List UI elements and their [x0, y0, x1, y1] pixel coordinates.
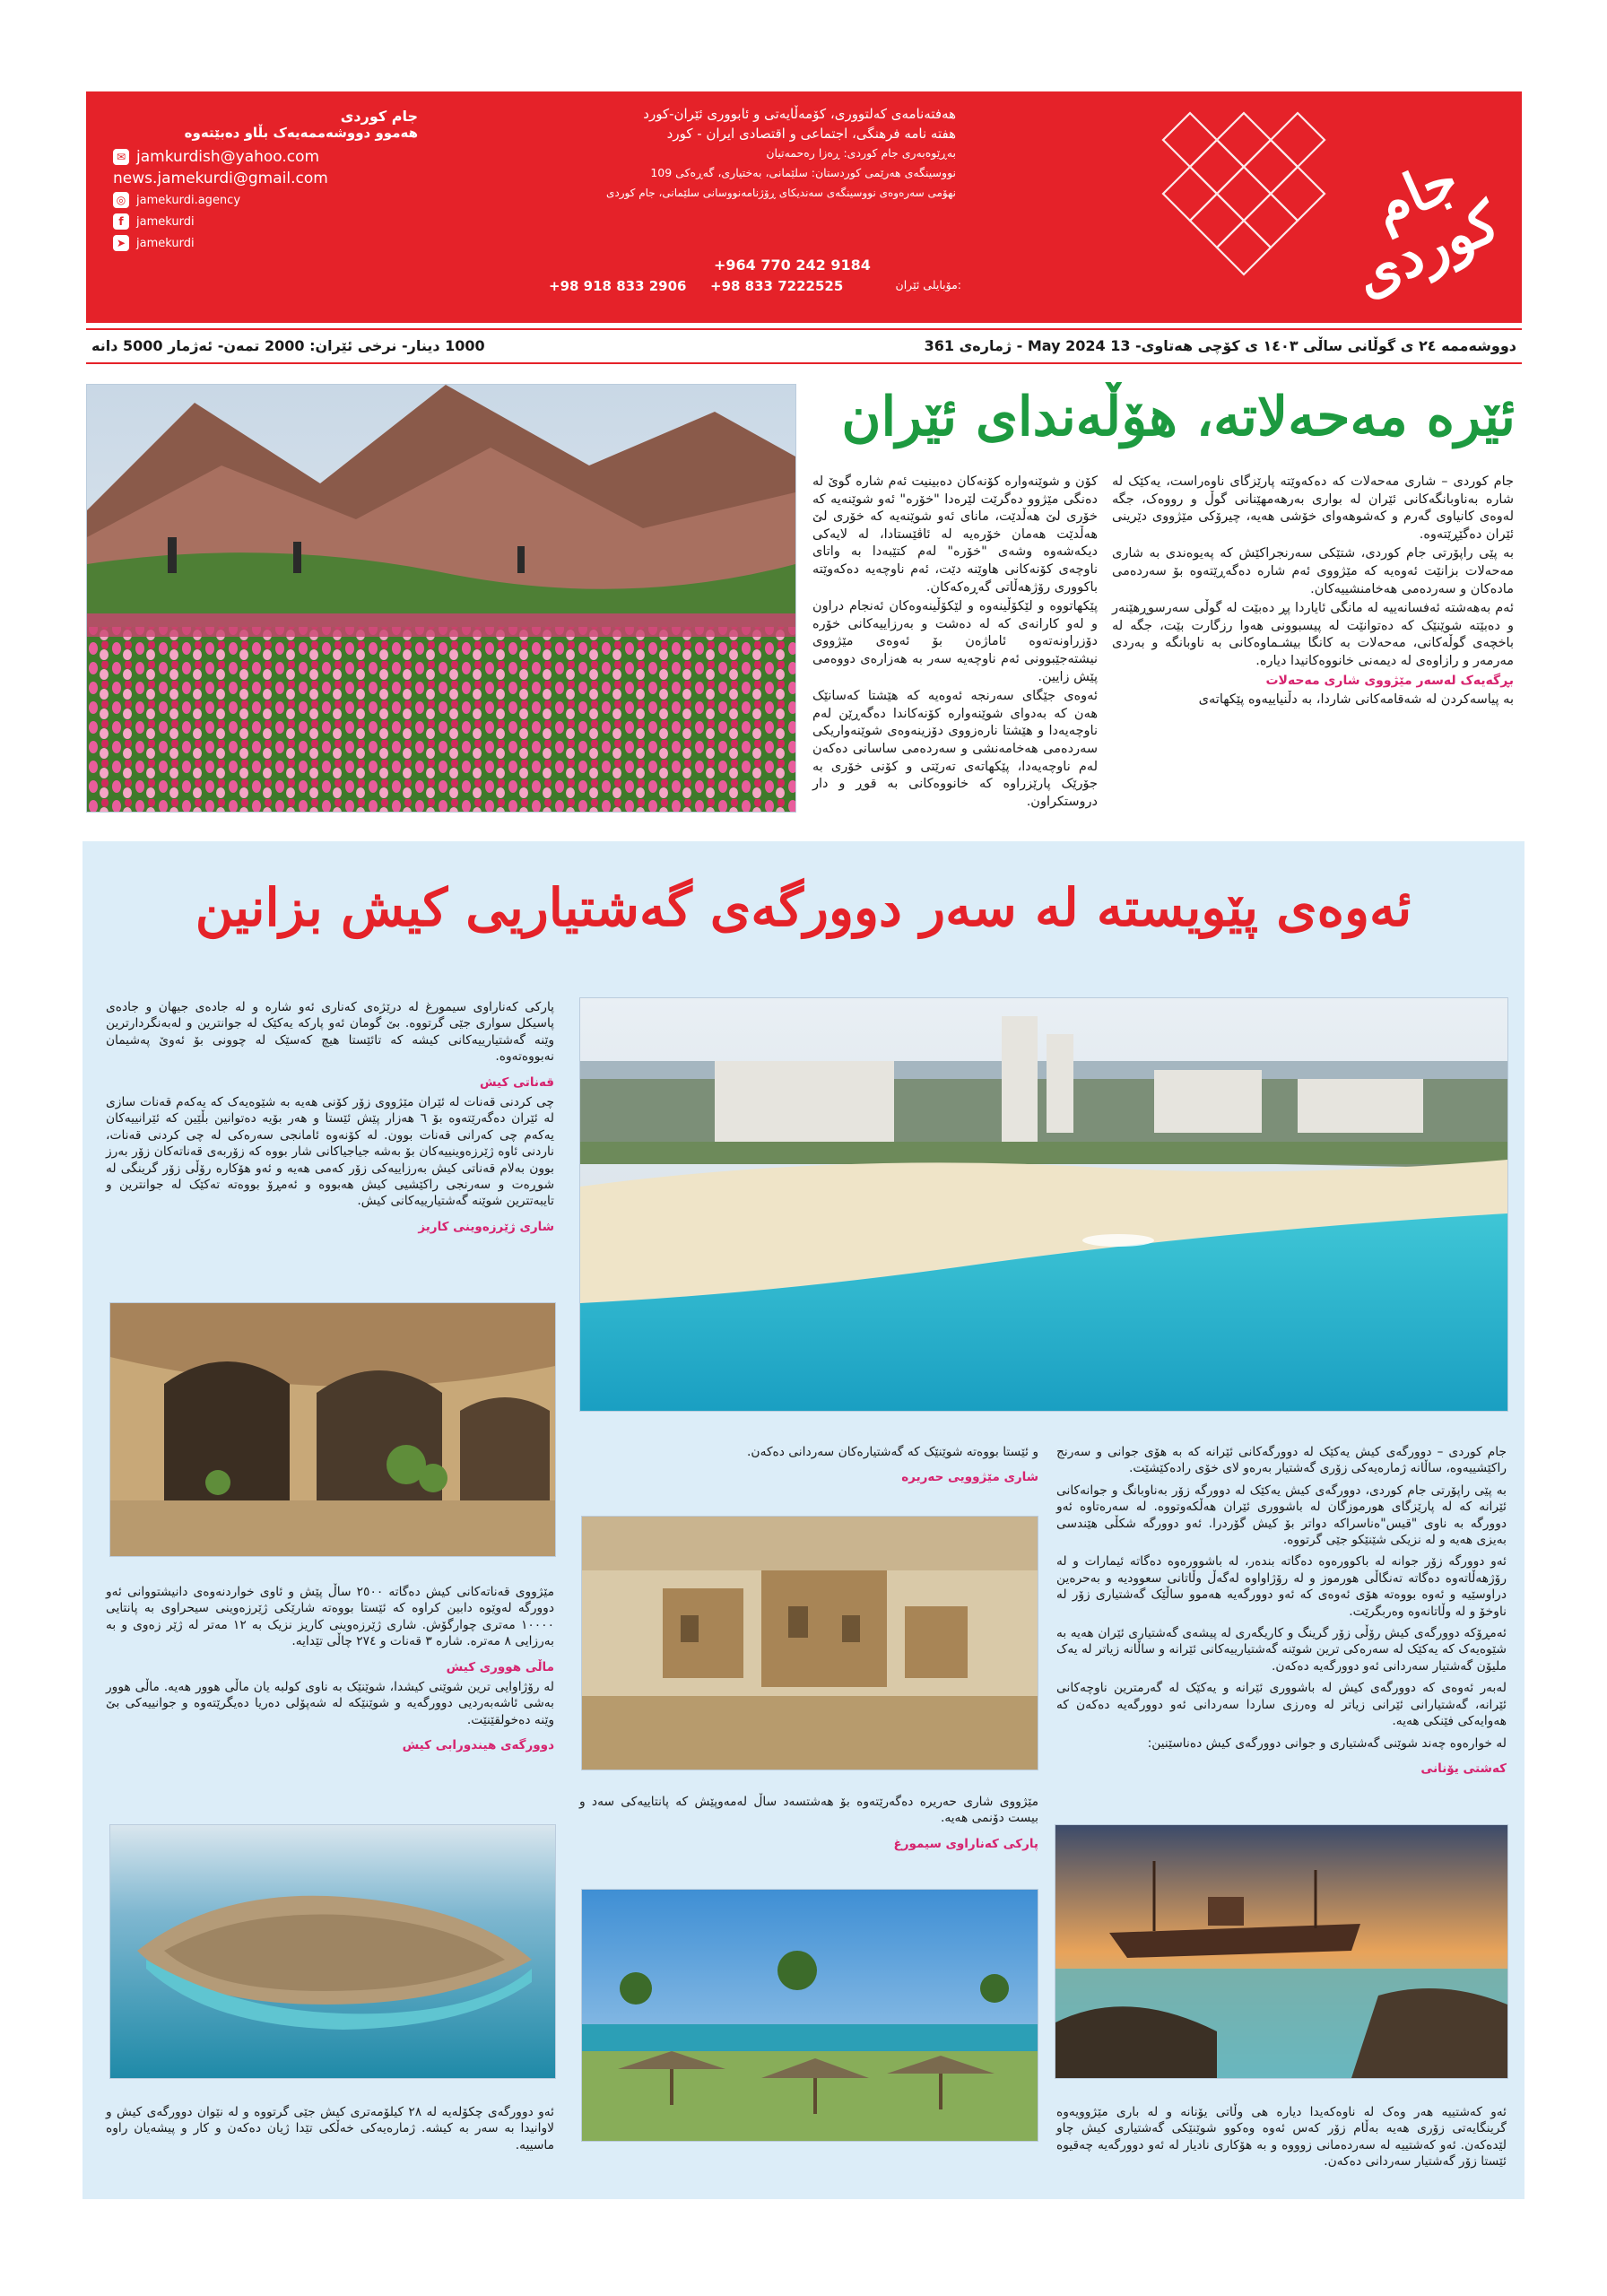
article1-paragraph: پێکهاتووە و لێکۆڵینەوە و لێکۆڵینەوەکان ئەنجام دراون و لەو کارانەی کە لە دەشت و بەرزاییەکانی خۆرە دۆزراونەتەوە ئاماژەن بۆ ئەوەی مێژووی نیشتەجێبوونی ئەم ناوچەیە سەر بە هەزارەی دووەمی پێش زایین.: [812, 599, 1098, 684]
article1-paragraph: بە پیاسەکردن لە شەقامەکانی شاردا، بە دڵنیاییەوە پێکهاتەی: [1198, 692, 1514, 708]
feature-paragraph: ئەو کەشتییە هەر وەک لە ناوەکەیدا دیارە هی وڵاتی یۆنانە و لە باری مێژوویەوە گرینگایەتی زۆری هەیە بەڵام زۆر کەس ئەوە وەکوو شوێنێکی گەشتیاری کیش چاو لێدەکەن. ئەو کەشتییە لە سەردەمانی زوووە و بە هۆکاری نادیار لە ئەو دوورگەیە چەقیوە ئێستا زۆر گەشتیار سەردانی دەکەن.: [1056, 2105, 1507, 2170]
article1-title: ئێرە مەحەلاتە، هۆڵەندای ئێران: [841, 386, 1516, 448]
subhead-simorgh: پارکی کەناراوی سیمورغ: [893, 1836, 1038, 1851]
feature-col-mid-top: [579, 1444, 1038, 1490]
article1-col-left: [812, 474, 1098, 813]
article1-paragraph: جام کوردی – شاری مەحەلات کە دەکەوێتە پارێزگای ناوەراست، یەکێک لە شارە بەناوبانگەکانی ئێران لە بواری بەرهەمهێنانی گوڵ و رووەک، جگە لەوەی کانیاوی گەرم و کەشوهەوای خۆشی هەیە، چیرۆکی مێژووی دێرینی ئێران دەگێڕێتەوە.: [1112, 474, 1514, 542]
paper-name: جام کوردی: [340, 108, 418, 125]
email-icon: ✉: [113, 149, 129, 165]
feature-col-right-top: [1056, 1444, 1507, 1780]
feature-col-left-top: [106, 999, 554, 1239]
facebook-handle[interactable]: jamekurdi: [136, 214, 195, 229]
subhead-qanat: قەناتی کیش: [479, 1074, 554, 1090]
feature-paragraph: لە خوارەوە چەند شوێنی گەشتیاری و جوانی دوورگەی کیش دەناسێنین:: [1147, 1735, 1507, 1751]
tagline-persian: هفته نامه فرهنگی، اجتماعی و اقتصادی ایران - کورد: [666, 126, 956, 142]
instagram-row: [113, 189, 490, 211]
feature-col-left-mid: [106, 1584, 554, 1758]
feature-paragraph: پارکی کەناراوی سیمورغ لە درێژەی کەناری ئەو شارە و لە جادەی جیهان و جادەی پاسیکل سواری جێی گرتووە. بێ گومان ئەو پارکە یەکێک لە جوانترین و لەبەنگردارترین وێنە گەشتیارییەکانی کیشە کە تائێستا هیچ کەسێک لە چوونی بۆ ئەوێ پەشیمان نەبووەتەوە.: [106, 1000, 554, 1065]
greek-ship-photo: [1055, 1824, 1508, 2079]
subhead-hindurabi: دوورگەی هیندورابی کیش: [402, 1738, 554, 1753]
office-address: نووسینگەی هەرێمی کوردستان: سلێمانی، بەختیاری، گەڕەکی 109: [650, 166, 956, 179]
tagline-kurdish: هەفتەنامەی کەلتووری، کۆمەڵایەتی و ئابووری ئێران-کورد: [643, 106, 956, 122]
facebook-row: [113, 211, 490, 232]
phone-iran-2[interactable]: +98 918 833 2906: [549, 278, 687, 294]
harira-ruins-photo: [581, 1516, 1038, 1770]
feature-paragraph: بە پێی راپۆرتی جام کوردی، دوورگەی کیش یەکێک لە دوورگە زۆر بەناوبانگ و جوانەکانی ئێرانە کە لە پارێزگای هورموزگان لە باشووری ئێران هەڵکەوتووە. لە سەرەتاوە ئەو دوورگە بە ناوی "قیس"ەناسراکە دواتر بۆ کیش گۆردرا. ئەو دوورگە شکڵی هێندسی بەیزی هەیە و لە نزیکی شێنێکو جێی گرتووە.: [1056, 1483, 1507, 1548]
facebook-icon: f: [113, 213, 129, 230]
weekly-note: هەموو دووشەممەیەک بڵاو دەبێتەوە: [184, 125, 418, 141]
price-info: 1000 دینار- نرخی ئێران: 2000 تمەن- ئەژمار 5000 دانه: [91, 337, 485, 354]
hindurabi-island-photo: [109, 1824, 556, 2079]
feature-col-right-bottom: [1056, 2104, 1507, 2176]
article1-col-right: [1112, 474, 1514, 711]
tulip-field-photo: [86, 384, 796, 813]
email-row-1: [113, 146, 490, 168]
editor-line: بەڕێوەبەری جام کوردی: ڕەزا رەحمەتیان: [766, 146, 956, 160]
telegram-row: [113, 232, 490, 254]
office-address-detail: نهۆمی سەرەوەی نووسینگەی سەندیکای ڕۆژنامەنووسانی سلێمانی، جام کوردی: [605, 187, 956, 199]
article1-paragraph: بە پێی راپۆرتی جام کوردی، شتێکی سەرنجراکێش کە پەیوەندی بە شاری مەحەلات بزانێت ئەوەیە کە مێژووی ئەم شارە دەگەڕێتەوە بۆ سەردەمی مادەکان و سەردەمی هەخامنشییەکان.: [1112, 546, 1514, 596]
feature-col-left-bottom: [106, 2104, 554, 2159]
phone-iraq[interactable]: +964 770 242 9184: [714, 257, 871, 274]
dateline: [86, 328, 1522, 364]
contact-block: [113, 108, 490, 254]
kariz-underground-photo: [109, 1302, 556, 1557]
feature-paragraph: ئەمڕۆکە دوورگەی کیش رۆڵی زۆر گرینگ و کاریگەری لە پیشەی گەشتیاری ئێران هەیە بە شێوەیەک کە یەکێک لە سەرەکی ترین شوێنە گەشتیارییەکانی ئێرانە و ساڵانە زیاتر لە یەک ملیۆن گەشتیار سەردانی ئەو دوورگەیە دەکەن.: [1056, 1626, 1507, 1674]
instagram-handle[interactable]: jamekurdi.agency: [136, 193, 241, 207]
logo-wordmark: جام کوردی: [1344, 145, 1509, 309]
masthead: [86, 91, 1522, 323]
phone-iran-1[interactable]: +98 833 7222525: [710, 278, 844, 294]
feature-paragraph: جام کوردی – دوورگەی کیش یەکێک لە دوورگەکانی ئێرانە کە بە هۆی جوانی و سەرنج راکێشییەوە، ساڵانە ژمارەیەکی زۆری گەشتیار بەرەو لای خۆی رادەکێشێت.: [1056, 1445, 1507, 1476]
feature-paragraph: چی کردنی قەنات لە ئێران مێژووی زۆر کۆنی هەیە بە شێوەیەک کە یەکەم قەنات سازی لە ئێران دەگەرێتەوە بۆ ٦ هەزار پێش ئێستا و هەر بۆیە دەتوانین بڵێین کە ئێرانییەکان یەکەم چی کەرانی قەنات بوون. لە کۆنەوە ئامانجی سەرەکی لە چی کردنی قەنات، ناردنی ئاوە ژێرزەوینییەکان بۆ بەشە جیاجیاکانی شار بووە کە زۆربەی قەناتەکان زۆر بەرز بوون بەلام قەناتی کیش بەرزاییەکی زۆر کەمی هەیە و ئەو هۆکارە رۆڵی زۆر گرینگی لە شوڕەت و سەرنجی راکێشیی کیش هەبووە و ئەمڕۆ بووەتە تەکێک لە جوانترین و تایبەتترین شوێنە گەشتیارییەکانی کیش.: [106, 1095, 555, 1209]
feature-title: ئەوەی پێویستە لە سەر دوورگەی گەشتیاریی کیش بزانین: [195, 877, 1412, 938]
feature-paragraph: لەبەر ئەوەی کە دوورگەی کیش لە باشووری ئێرانە و یەکێک لە گەرمترین ناوچەکانی ئێرانە، گەشتیارانی ئێرانی زیاتر لە وەرزی ساردا سەردانی ئەو دوورگەیە دەکەن کە هەوایەکی فێنکی هەیە.: [1056, 1681, 1507, 1729]
feature-paragraph: و ئێستا بووەتە شوێنێک کە گەشتیارەکان سەردانی دەکەن.: [747, 1445, 1038, 1459]
masthead-info: [552, 104, 956, 203]
email-1[interactable]: jamkurdish@yahoo.com: [136, 148, 320, 166]
email-row-2: [113, 168, 490, 189]
subhead-harira: شاری مێژوویی حەریرە: [901, 1470, 1038, 1485]
subhead-greek-ship: کەشتی یۆنانی: [1420, 1761, 1507, 1776]
article1-subhead: بڕگەیەک لەسەر مێژووی شاری مەحەلات: [1265, 673, 1514, 688]
feature-col-mid-bottom: [579, 1794, 1038, 1856]
subhead-kariz: شاری ژێرزەوینی کاریز: [418, 1219, 554, 1234]
kish-beach-photo: [579, 997, 1508, 1412]
feature-paragraph: ئەو دوورگە زۆر جوانە لە باکوورەوە دەگاتە بندەر، لە باشوورەوە دەگاتە ئیمارات و لە رۆژهەڵاتەوە دەگاتە تەنگاڵی هورموز و لە رۆژاواوە لەگەڵ وڵاتانی سعوودیە و بەحرەین دراوسێیە و ئەوە بووەتە هۆی ئەوەی کە ئەو دوورگەیە هەموو ساڵێک گەشتیاری زۆر لە ناوخۆ و لە وڵاتانەوە وەربگرێت.: [1056, 1554, 1507, 1619]
phone-label: مۆبایلی ئێران:: [895, 278, 961, 291]
article1-paragraph: کۆن و شوێنەوارە کۆنەکان دەبینیت ئەم شارە گوێ لە دەنگی مێژوو دەگرێت لێرەدا "خۆرە" ئەو شوێنەیە کە خۆری لێ هەڵدێت، مانای ئەو شوێنەیە کە خۆری لێ هەڵدێت هەمان خۆرەیە لە ئاڤێستادا، لە لایەکی دیکەشەوە وشەی "خۆرە" لەم کتێبەدا بە واتای ناوچەی کۆنەکانی هاوێنە دێت، ئەم ناوچەیە دەکەوێتە باکووری رۆژهەڵاتی گەڕەکەکان.: [812, 474, 1098, 595]
subhead-hour: ماڵی هووری کیش: [446, 1659, 554, 1674]
feature-paragraph: مێژووی قەناتەکانی کیش دەگاتە ٢٥٠٠ ساڵ پێش و ئاوی خواردنەوەی دانیشتووانی ئەو دوورگە لەوێوە دابین کراوە کە ئێستا بووەتە شارێکی ژێرزەوینی سیحراوی بە پانتایی ١٠٠٠٠ مەتری چوارگۆش. شاری ژێرزەوینی کاریز نزیک بە ١٢ مەتر لە ژێر زەوی و بە بەرزایی ٨ مەترە. شارە ٣ قەنات و ٢٧٤ چاڵی تێدایە.: [106, 1585, 554, 1649]
email-2[interactable]: news.jamekurdi@gmail.com: [113, 170, 328, 187]
issue-date: دووشەممە ٢٤ ی گوڵانی ساڵی ١٤٠٣ ی کۆچی هەتاوی- 13 May 2024 - ژمارەی 361: [924, 337, 1516, 354]
feature-paragraph: مێژووی شاری حەریرە دەگەرێتەوە بۆ هەشتسەد ساڵ لەمەوپێش کە پانتاییەکی سەد و بیست دۆنمی هەیە.: [579, 1795, 1038, 1826]
simorgh-park-photo: [581, 1889, 1038, 2142]
telegram-handle[interactable]: jamekurdi: [136, 236, 195, 250]
feature-paragraph: لە رۆژاوایی ترین شوێنی کیشدا، شوێنێک بە ناوی کولبە یان ماڵی هوور هەیە. ماڵی هوور بەشی ئاشەبەردیی دوورگەیە و شوێنێکە لە شەپۆلی دەریا دەیگرێتەوە و جوانییەکی بێ وێنە دەخولقێنێت.: [106, 1680, 554, 1727]
telegram-icon: ➤: [113, 235, 129, 251]
instagram-icon: ◎: [113, 192, 129, 208]
article1-paragraph: ئەوەی جێگای سەرنجە ئەوەیە کە هێشتا کەسانێک هەن کە بەدوای شوێنەوارە کۆنەکاندا دەگەڕێن لەم ناوچەیەدا و هێشتا نارەزووی دۆزینەوەی شوێنەواریکی سەردەمی هەخامەنشی و سەردەمی ساسانی دەکەن لەم ناوچەیەدا، پێکهاتەی تەرێتی و کۆنی خۆری بە جۆرێک پارێزراوە کە خانووەکانی بە قوڕ و دار دروستکراون.: [812, 689, 1098, 809]
article1-paragraph: ئەم بەهەشتە ئەفسانەییە لە مانگی ئایاردا پڕ دەبێت لە گوڵی سەرسوڕهێنەر و دەبێتە شوێنێک کە دەتوانێت لە پیسبوونی هەوا رزگارت بێت، جگە لە باخچەی گوڵەکانی، مەحەلات بە کانگا بیشـماوەکانی بە ناوبانگە و بەردی مەرمەر و رازاوەی لە دیمەنی خانووەکانیدا دیارە.: [1112, 601, 1514, 668]
feature-paragraph: ئەو دوورگەی چکۆلەیە لە ٢٨ کیلۆمەتری کیش جێی گرتووە و لە نێوان دوورگەی کیش و لاوانیدا بە سەر بە کیشە. ژمارەیەکی خەڵکی تێدا ژیان دەکەن و کار و پیشەیان راوە ماسییە.: [106, 2105, 554, 2152]
